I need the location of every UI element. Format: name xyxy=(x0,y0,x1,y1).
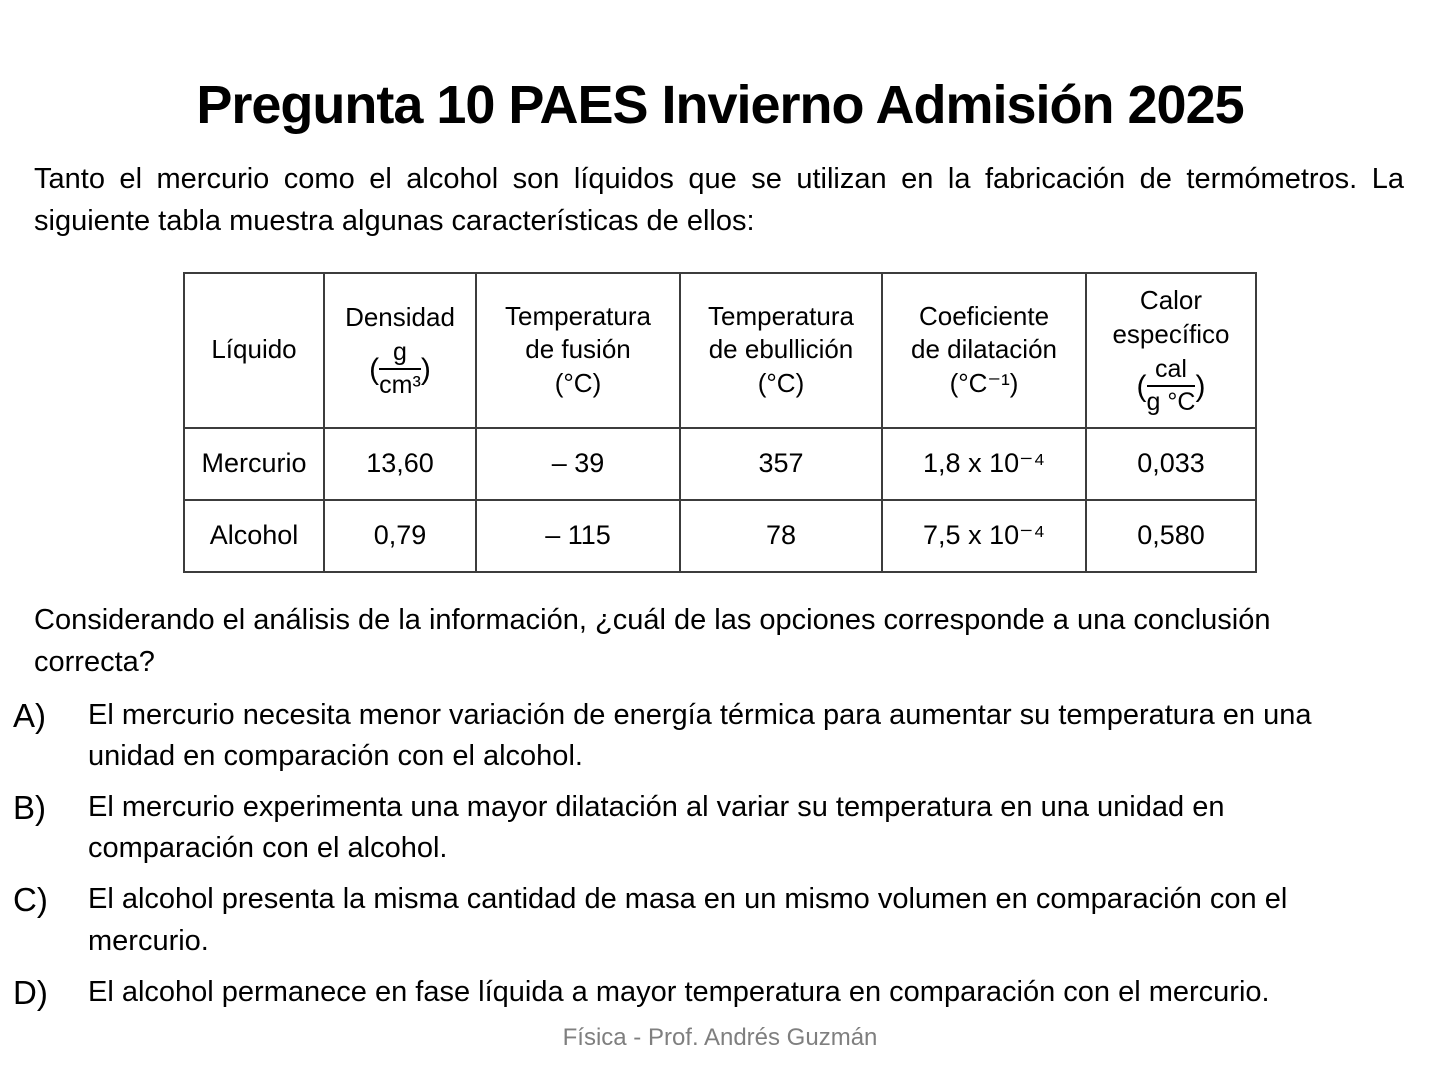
col-header-densidad-title: Densidad xyxy=(345,301,455,332)
ebullicion-unit: (°C) xyxy=(757,368,805,399)
cell-mercurio-fusion: – 39 xyxy=(476,428,680,500)
intro-paragraph: Tanto el mercurio como el alcohol son líquidos que se utilizan en la fabricación de termómetros. La siguiente tabla muestra algunas características de ellos: xyxy=(34,163,1404,238)
option-c xyxy=(0,879,1440,961)
option-d-text: El alcohol permanece en fase líquida a mayor temperatura en comparación con el mercurio. xyxy=(88,975,1270,1008)
col-header-densidad xyxy=(324,273,476,428)
cell-mercurio-calor: 0,033 xyxy=(1086,428,1256,500)
cell-alcohol-densidad: 0,79 xyxy=(324,500,476,572)
cell-alcohol-dilatacion: 7,5 x 10⁻⁴ xyxy=(882,500,1086,572)
dilatacion-line1: Coeficiente xyxy=(918,300,1050,331)
col-header-dilatacion xyxy=(882,273,1086,428)
cell-alcohol-fusion: – 115 xyxy=(476,500,680,572)
table-header-row xyxy=(184,273,1256,428)
calor-line2: específico xyxy=(1112,318,1230,349)
col-header-ebullicion xyxy=(680,273,882,428)
col-header-fusion xyxy=(476,273,680,428)
options-list xyxy=(0,695,1440,1013)
ebullicion-line2: de ebullición xyxy=(708,334,854,365)
dilatacion-unit: (°C⁻¹) xyxy=(949,368,1019,399)
option-d-label: D) xyxy=(13,973,48,1011)
cell-alcohol-ebullicion: 78 xyxy=(680,500,882,572)
fusion-line2: de fusión xyxy=(525,334,631,365)
cell-mercurio-densidad: 13,60 xyxy=(324,428,476,500)
cell-mercurio-dilatacion: 1,8 x 10⁻⁴ xyxy=(882,428,1086,500)
fusion-unit: (°C) xyxy=(554,368,602,399)
col-header-liquido-label: Líquido xyxy=(211,334,297,365)
option-a xyxy=(0,695,1440,777)
calor-frac-numerator: cal xyxy=(1147,356,1196,388)
cell-mercurio-ebullicion: 357 xyxy=(680,428,882,500)
cell-alcohol-calor: 0,580 xyxy=(1086,500,1256,572)
option-b xyxy=(0,787,1440,869)
table-row-mercurio xyxy=(184,428,1256,500)
option-a-label: A) xyxy=(13,696,46,734)
footer-credit: Física - Prof. Andrés Guzmán xyxy=(562,1024,878,1051)
option-c-label: C) xyxy=(13,881,48,919)
question-text: Considerando el análisis de la información, ¿cuál de las opciones corresponde a una conclusión correcta? xyxy=(34,603,1271,678)
col-header-liquido xyxy=(184,273,324,428)
col-header-calor xyxy=(1086,273,1256,428)
fusion-line1: Temperatura xyxy=(505,300,651,331)
option-b-text: El mercurio experimenta una mayor dilatación al variar su temperatura en una unidad en comparación con el alcohol. xyxy=(88,791,1225,865)
densidad-frac-numerator: g xyxy=(379,339,421,371)
page-title: Pregunta 10 PAES Invierno Admisión 2025 xyxy=(196,75,1244,135)
calor-line1: Calor xyxy=(1139,285,1203,316)
densidad-unit-fraction: ( $\frac{g}{\text{cm³}}$ ) xyxy=(369,337,431,400)
properties-table xyxy=(183,272,1257,573)
cell-alcohol-liquido: Alcohol xyxy=(184,500,324,572)
option-d xyxy=(0,972,1440,1013)
dilatacion-line2: de dilatación xyxy=(911,334,1057,365)
calor-unit-fraction: ( $\frac{\text{cal}}{g ^\circ C}$ ) xyxy=(1136,354,1206,417)
densidad-frac-denominator: cm³ xyxy=(379,371,421,400)
option-b-label: B) xyxy=(13,789,46,827)
ebullicion-line1: Temperatura xyxy=(708,300,854,331)
calor-frac-denominator: g °C xyxy=(1146,388,1196,417)
option-a-text: El mercurio necesita menor variación de energía térmica para aumentar su temperatura en una unidad en comparación con el alcohol. xyxy=(88,698,1312,772)
option-c-text: El alcohol presenta la misma cantidad de masa en un mismo volumen en comparación con el mercurio. xyxy=(88,883,1288,957)
cell-mercurio-liquido: Mercurio xyxy=(184,428,324,500)
table-row-alcohol xyxy=(184,500,1256,572)
